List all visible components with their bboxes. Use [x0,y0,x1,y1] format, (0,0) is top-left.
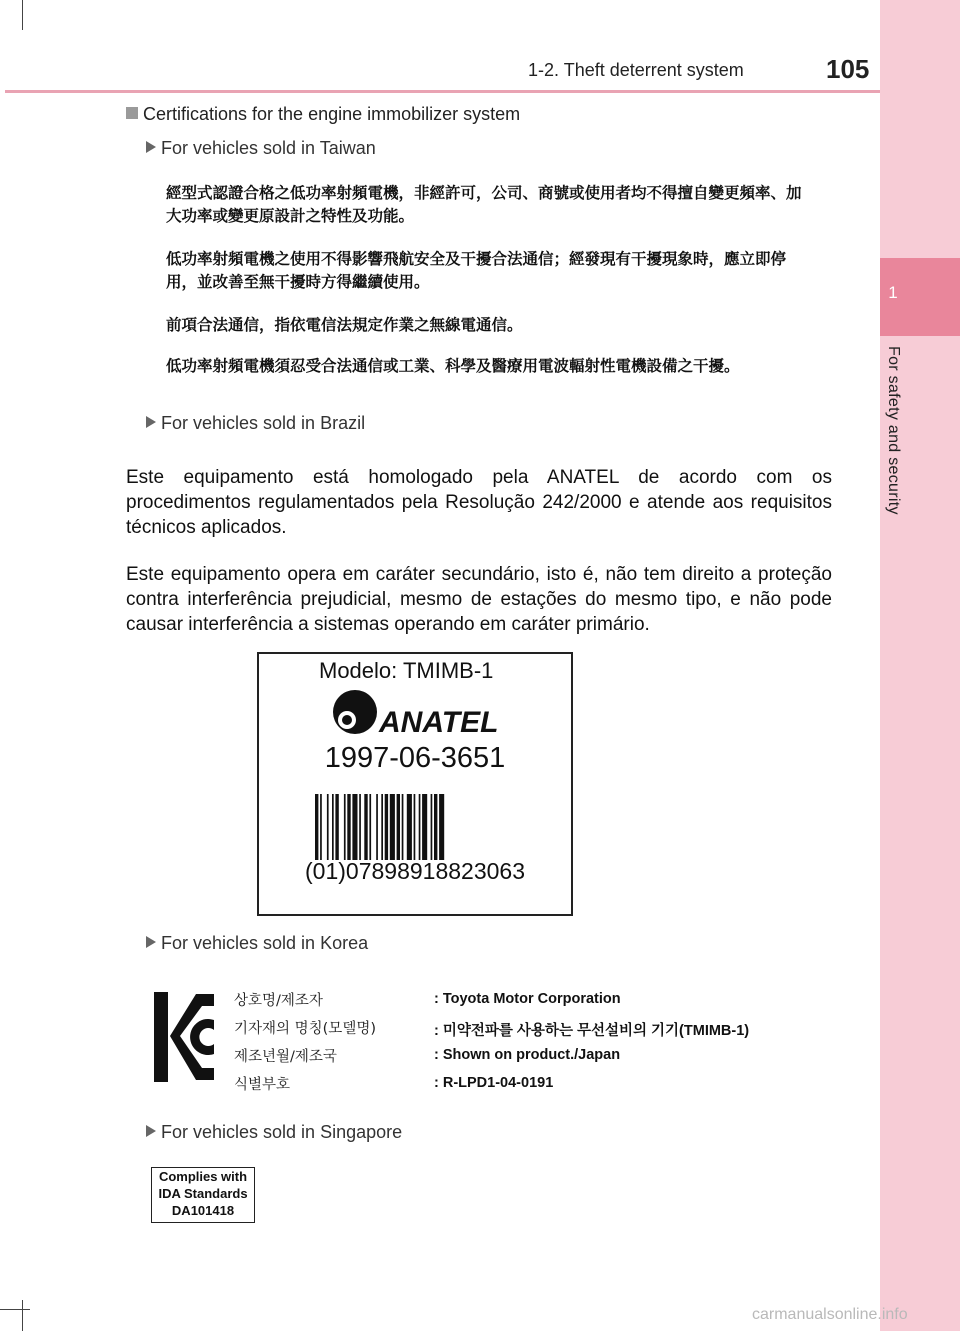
barcode-bar [332,794,334,860]
taiwan-paragraph: 前項合法通信，指依電信法規定作業之無線電通信。 [166,316,523,334]
brazil-paragraph: Este equipamento opera em caráter secundário, isto é, não tem direito a proteção contra interferência prejudicial, mesmo de estações do mesmo tipo, e não pode causar interferência a sistemas operando em caráter primário. [126,564,832,635]
korea-row-value: : 미약전파를 사용하는 무선설비의 기기(TMIMB-1) [434,1023,750,1039]
barcode-bar [376,794,378,860]
chapter-title: For safety and security [885,346,902,515]
korea-row-value: : Toyota Motor Corporation [434,991,621,1007]
barcode-bar [439,794,444,860]
triangle-bullet-icon [146,141,156,153]
taiwan-heading [146,138,376,159]
anatel-logo-text: ANATEL [379,706,499,739]
triangle-bullet-icon [146,936,156,948]
korea-row-label: 제조년월/제조국 [234,1049,337,1065]
anatel-logo [331,684,511,740]
crop-mark [0,1309,30,1310]
barcode-bar [390,794,395,860]
barcode-bar [419,794,421,860]
badge-line: IDA Standards [158,1186,248,1201]
korea-row-label: 상호명/제조자 [234,993,323,1009]
korea-row-label: 식별부호 [234,1077,291,1093]
barcode-bar [335,794,338,860]
anatel-label [257,652,573,916]
korea-heading [146,933,368,954]
taiwan-paragraph: 低功率射頻電機之使用不得影響飛航安全及干擾合法通信；經發現有干擾現象時，應立即停用，並改善至無干擾時方得繼續使用。 [166,250,787,291]
barcode-bar [352,794,357,860]
page-number: 105 [826,54,870,84]
taiwan-paragraph: 低功率射頻電機須忍受合法通信或工業、科學及醫療用電波輻射性電機設備之干擾。 [166,357,740,375]
taiwan-heading-text: For vehicles sold in Taiwan [161,138,376,158]
square-bullet-icon [126,107,138,119]
singapore-heading [146,1122,402,1143]
watermark[interactable]: carmanualsonline.info [752,1306,908,1323]
barcode-bar [414,794,416,860]
label-model: Modelo: TMIMB-1 [319,658,494,683]
section-title [126,104,520,125]
brazil-heading [146,413,365,434]
badge-line: DA101418 [171,1203,235,1218]
triangle-bullet-icon [146,416,156,428]
barcode-bar [385,794,388,860]
barcode-bar [397,794,400,860]
brazil-heading-text: For vehicles sold in Brazil [161,413,366,433]
badge-line: Complies with [158,1169,248,1184]
brazil-paragraph: Este equipamento está homologado pela ANATEL de acordo com os procedimentos regulamentados pela Resolução 242/2000 e atende aos requisitos técnicos aplicados. [126,467,832,538]
barcode-bar [407,794,412,860]
taiwan-paragraph: 經型式認證合格之低功率射頻電機，非經許可，公司、商號或使用者均不得擅自變更頻率、加大功率或變更原設計之特性及功能。 [166,184,802,225]
barcode-bar [359,794,361,860]
barcode-bar [402,794,404,860]
barcode-bar [369,794,371,860]
korea-row-value: : Shown on product./Japan [434,1047,621,1063]
barcode-bar [434,794,437,860]
chapter-sidebar [880,0,960,1331]
chapter-number: 1 [888,283,898,302]
barcode-bar [344,794,346,860]
ida-compliance-badge [151,1167,255,1223]
triangle-bullet-icon [146,1125,156,1137]
korea-heading-text: For vehicles sold in Korea [161,933,369,953]
barcode-bar [422,794,427,860]
header-rule [5,90,880,93]
barcode-bar [327,794,329,860]
kc-mark-icon [152,990,218,1084]
barcode-bar [381,794,383,860]
korea-row-label: 기자재의 명칭(모델명) [234,1021,376,1037]
section-title-text: Certifications for the engine immobilizer system [143,104,521,124]
barcode-bar [431,794,433,860]
crop-mark [22,1300,23,1331]
barcode-bar [320,794,322,860]
barcode-bar [347,794,350,860]
running-head: 1-2. Theft deterrent system [528,60,744,80]
barcode-bar [315,794,318,860]
label-cert-number: 1997-06-3651 [324,742,506,774]
barcode-bar [364,794,367,860]
korea-row-value: : R-LPD1-04-0191 [434,1075,554,1091]
singapore-heading-text: For vehicles sold in Singapore [161,1122,403,1142]
label-ean: (01)07898918823063 [305,858,525,884]
crop-mark [22,0,23,30]
